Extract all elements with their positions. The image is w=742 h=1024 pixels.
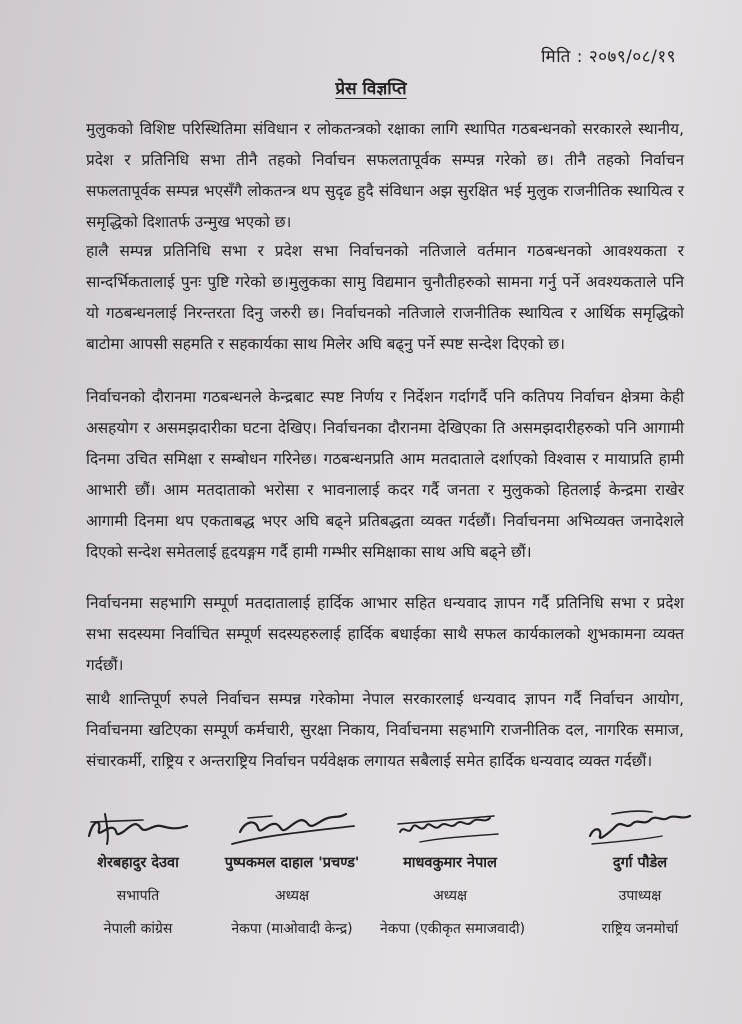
signatory-party: नेकपा (एकीकृत समाजवादी) — [380, 921, 526, 937]
signatory-name: शेरबहादुर देउवा — [97, 855, 179, 871]
paragraph-3: निर्वाचनको दौरानमा गठबन्धनले केन्द्रबाट स्पष्ट निर्णय र निर्देशन गर्दागर्दै पनि कतिपय निर्वाचन क्षेत्रमा केही असहयोग र असमझदारीका घटना देखिए। निर्वाचनका दौरानमा देखिएका ति असमझदारीहरुको पनि आगामी दिनमा उचित समिक्षा र सम्बोधन गरिनेछ। गठबन्धनप्रति आम मतदाताले दर्शाएको विश्वास र मायाप्रति हामी आभारी छौं। आम मतदाताको भरोसा र भावनालाई कदर गर्दै जनता र मुलुकको हितलाई केन्द्रमा राखेर आगामी दिनमा थप एकताबद्ध भएर अघि बढ्ने प्रतिबद्धता व्यक्त गर्दछौं। निर्वाचनमा अभिव्यक्त जनादेशले दिएको सन्देश समेतलाई हृदयङ्गम गर्दै हामी गम्भीर समिक्षाका साथ अघि बढ्ने छौं। — [86, 388, 684, 561]
signatory-name: माधवकुमार नेपाल — [403, 855, 497, 871]
paragraph-1: मुलुकको विशिष्ट परिस्थितिमा संविधान र लोकतन्त्रको रक्षाका लागि स्थापित गठबन्धनको सरकारले स्थानीय, प्रदेश र प्रतिनिधि सभा तीनै तहको निर्वाचन सफलतापूर्वक सम्पन्न गरेको छ। तीनै तहको निर्वाचन सफलतापूर्वक सम्पन्न भएसँगै लोकतन्त्र थप सुदृढ हुदै संविधान अझ सुरक्षित भई मुलुक राजनीतिक स्थायित्व र समृद्धिको दिशातर्फ उन्मुख भएको छ। — [86, 120, 684, 231]
date-line: मिति : २०७९/०८/१९ — [541, 47, 676, 67]
signatory-position: अध्यक्ष — [274, 888, 310, 904]
signature-block-deuba — [78, 806, 198, 938]
signatory-name: दुर्गा पौडेल — [612, 855, 668, 871]
signature-block-paudel — [580, 806, 700, 938]
signature-paudel-icon — [582, 806, 698, 848]
paragraph-2: हालै सम्पन्न प्रतिनिधि सभा र प्रदेश सभा निर्वाचनको नतिजाले वर्तमान गठबन्धनको आवश्यकता र सान्दर्भिकतालाई पुनः पुष्टि गरेको छ।मुलुकका सामु विद्यमान चुनौतीहरुको सामना गर्नु पर्ने अवश्यकताले पनि यो गठबन्धनलाई निरन्तरता दिनु जरुरी छ। निर्वाचनको नतिजाले राजनीतिक स्थायित्व र आर्थिक समृद्धिको बाटोमा आपसी सहमति र सहकार्यका साथ मिलेर अघि बढ्नु पर्ने स्पष्ट सन्देश दिएको छ। — [86, 242, 684, 353]
signatory-position: सभापति — [116, 888, 160, 904]
title-text: प्रेस विज्ञप्ति — [335, 79, 407, 99]
signature-block-nepal — [380, 806, 526, 938]
page-title — [0, 76, 742, 99]
signatory-party: नेपाली कांग्रेस — [103, 921, 173, 937]
paragraph-4: निर्वाचनमा सहभागि सम्पूर्ण मतदातालाई हार्दिक आभार सहित धन्यवाद ज्ञापन गर्दै प्रतिनिधि सभा र प्रदेश सभा सदस्यमा निर्वाचित सम्पूर्ण सदस्यहरुलाई हार्दिक बधाईका साथै सफल कार्यकालको शुभकामना व्यक्त गर्दछौं। — [86, 594, 684, 674]
signatory-party: राष्ट्रिय जनमोर्चा — [601, 921, 679, 937]
signature-dahal-icon — [222, 806, 362, 848]
signatory-party: नेकपा (माओवादी केन्द्र) — [231, 921, 353, 937]
signatory-position: उपाध्यक्ष — [618, 888, 662, 904]
signature-nepal-icon — [390, 806, 510, 848]
signatory-position: अध्यक्ष — [432, 888, 468, 904]
signature-deuba-icon — [83, 806, 193, 848]
signature-block-dahal — [212, 806, 372, 938]
paragraph-5: साथै शान्तिपूर्ण रुपले निर्वाचन सम्पन्न गरेकोमा नेपाल सरकारलाई धन्यवाद ज्ञापन गर्दै निर्वाचन आयोग, निर्वाचनमा खटिएका सम्पूर्ण कर्मचारी, सुरक्षा निकाय, निर्वाचनमा सहभागि राजनीतिक दल, नागरिक समाज, संचारकर्मी, राष्ट्रिय र अन्तराष्ट्रिय निर्वाचन पर्यवेक्षक लगायत सबैलाई समेत हार्दिक धन्यवाद व्यक्त गर्दछौं। — [86, 690, 684, 770]
signatory-name: पुष्पकमल दाहाल 'प्रचण्ड' — [224, 855, 360, 871]
